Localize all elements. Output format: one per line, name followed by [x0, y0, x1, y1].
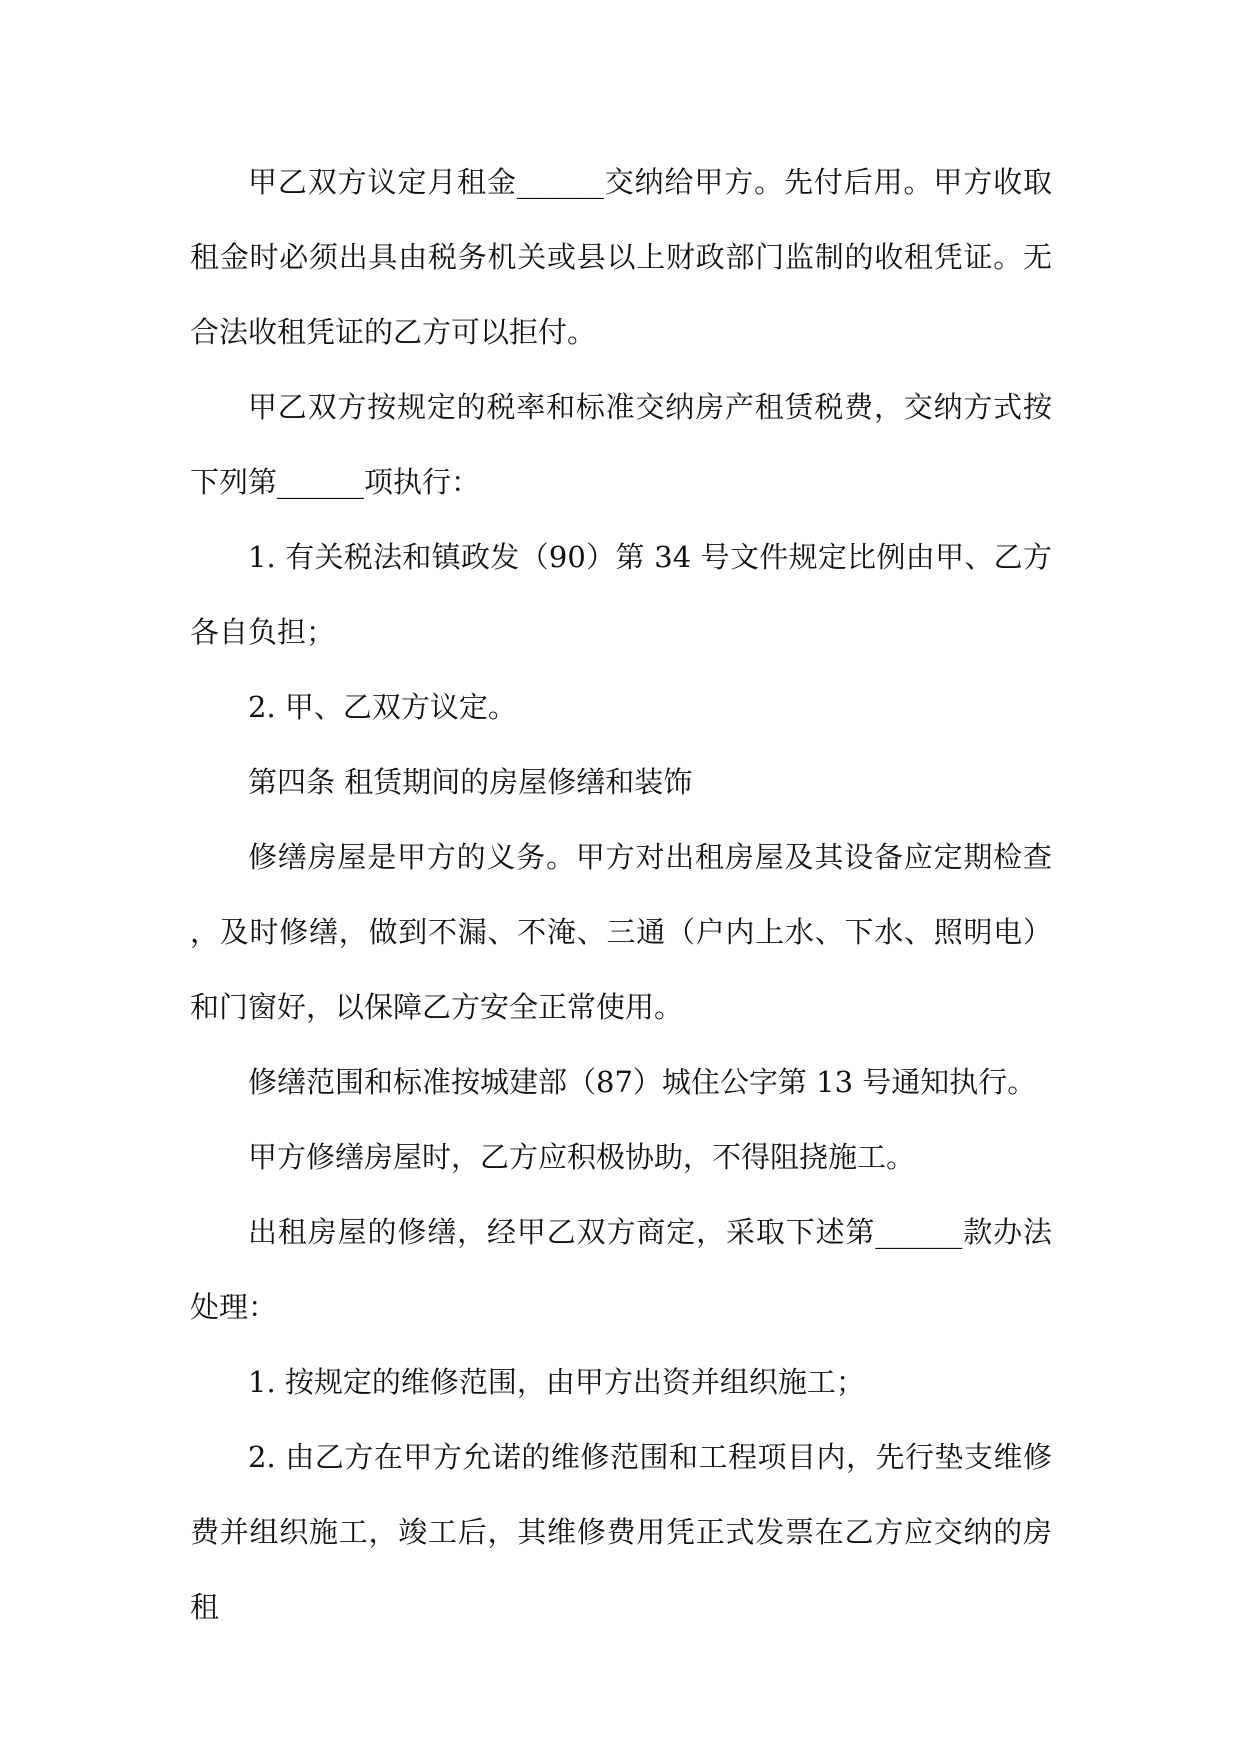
- paragraph-repair-method: 出租房屋的修缮，经甲乙双方商定，采取下述第______款办法处理：: [190, 1215, 1052, 1324]
- paragraph-tax-option-1: 1. 有关税法和镇政发（90）第 34 号文件规定比例由甲、乙方各自负担；: [190, 540, 1052, 649]
- paragraph-repair-option-1: 1. 按规定的维修范围，由甲方出资并组织施工；: [248, 1365, 865, 1399]
- paragraph-repair-obligation: 修缮房屋是甲方的义务。甲方对出租房屋及其设备应定期检查，及时修缮，做到不漏、不淹、三通（户内上水、下水、照明电）和门窗好，以保障乙方安全正常使用。: [190, 840, 1052, 1024]
- paragraph-repair-standard: 修缮范围和标准按城建部（87）城住公字第 13 号通知执行。: [248, 1065, 1037, 1099]
- document-body: [190, 145, 1052, 1645]
- article-four-heading: 第四条 租赁期间的房屋修缮和装饰: [248, 765, 693, 799]
- paragraph-tax-option-2: 2. 甲、乙双方议定。: [248, 690, 517, 724]
- paragraph-monthly-rent: 甲乙双方议定月租金______交纳给甲方。先付后用。甲方收取租金时必须出具由税务机关或县以上财政部门监制的收租凭证。无合法收租凭证的乙方可以拒付。: [190, 165, 1052, 349]
- paragraph-rental-tax: 甲乙双方按规定的税率和标准交纳房产租赁税费，交纳方式按下列第______项执行：: [190, 390, 1052, 499]
- paragraph-repair-option-2: 2. 由乙方在甲方允诺的维修范围和工程项目内，先行垫支维修费并组织施工，竣工后，其维修费用凭正式发票在乙方应交纳的房租: [190, 1440, 1052, 1624]
- paragraph-tenant-assistance: 甲方修缮房屋时，乙方应积极协助，不得阻挠施工。: [248, 1140, 916, 1174]
